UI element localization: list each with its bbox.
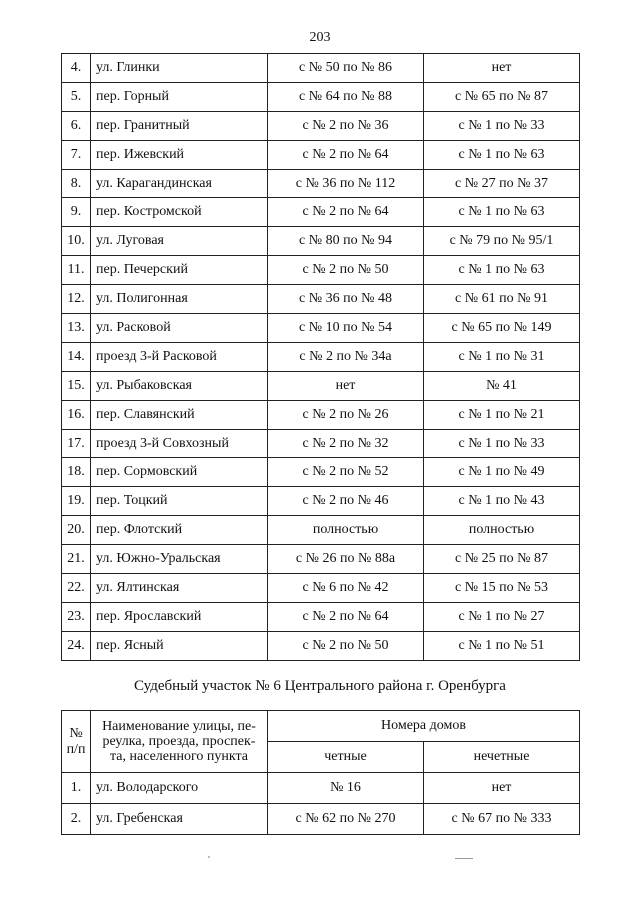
- court-district-6-streets-table: [61, 710, 580, 835]
- row-number: 21.: [62, 545, 91, 574]
- odd-house-numbers: № 41: [424, 371, 580, 400]
- even-house-numbers: с № 2 по № 34а: [268, 342, 424, 371]
- odd-house-numbers: нет: [424, 54, 580, 83]
- column-header-street-name: [91, 711, 268, 773]
- table-row: [62, 371, 580, 400]
- odd-house-numbers: с № 79 по № 95/1: [424, 227, 580, 256]
- street-name: пер. Гранитный: [91, 111, 268, 140]
- street-name: пер. Костромской: [91, 198, 268, 227]
- even-house-numbers: полностью: [268, 516, 424, 545]
- row-number: 12.: [62, 285, 91, 314]
- even-house-numbers: с № 2 по № 26: [268, 400, 424, 429]
- row-number: 22.: [62, 574, 91, 603]
- street-name: ул. Расковой: [91, 314, 268, 343]
- even-house-numbers: с № 2 по № 64: [268, 198, 424, 227]
- odd-house-numbers: с № 1 по № 31: [424, 342, 580, 371]
- even-house-numbers: с № 10 по № 54: [268, 314, 424, 343]
- row-number: 1.: [62, 773, 91, 804]
- odd-house-numbers: нет: [424, 773, 580, 804]
- header-num-line: №: [69, 725, 83, 741]
- row-number: 16.: [62, 400, 91, 429]
- court-district-streets-table: [61, 53, 580, 661]
- street-name: проезд 3-й Расковой: [91, 342, 268, 371]
- page-number: 203: [309, 30, 331, 45]
- header-name-line: Наименование улицы, пе-: [102, 719, 256, 734]
- odd-house-numbers: с № 1 по № 33: [424, 111, 580, 140]
- table-row: [62, 342, 580, 371]
- even-house-numbers: с № 2 по № 64: [268, 602, 424, 631]
- table-row: [62, 516, 580, 545]
- scan-mark: [455, 858, 473, 859]
- row-number: 14.: [62, 342, 91, 371]
- even-house-numbers: с № 2 по № 50: [268, 256, 424, 285]
- odd-house-numbers: с № 1 по № 21: [424, 400, 580, 429]
- row-number: 11.: [62, 256, 91, 285]
- header-name-line: реулка, проезда, проспек-: [102, 734, 256, 749]
- row-number: 7.: [62, 140, 91, 169]
- even-house-numbers: с № 36 по № 48: [268, 285, 424, 314]
- table-row: [62, 54, 580, 83]
- column-header-number: [62, 711, 91, 773]
- street-name: ул. Луговая: [91, 227, 268, 256]
- table-row: [62, 804, 580, 835]
- odd-house-numbers: с № 1 по № 49: [424, 458, 580, 487]
- odd-house-numbers: с № 65 по № 149: [424, 314, 580, 343]
- table-row: [62, 458, 580, 487]
- street-name: пер. Славянский: [91, 400, 268, 429]
- odd-house-numbers: с № 67 по № 333: [424, 804, 580, 835]
- odd-house-numbers: с № 1 по № 27: [424, 602, 580, 631]
- even-house-numbers: с № 2 по № 64: [268, 140, 424, 169]
- row-number: 9.: [62, 198, 91, 227]
- odd-house-numbers: с № 1 по № 51: [424, 631, 580, 660]
- odd-house-numbers: с № 1 по № 43: [424, 487, 580, 516]
- street-name: ул. Южно-Уральская: [91, 545, 268, 574]
- table-row: [62, 602, 580, 631]
- even-house-numbers: с № 80 по № 94: [268, 227, 424, 256]
- table-row: [62, 429, 580, 458]
- table-row: [62, 82, 580, 111]
- row-number: 19.: [62, 487, 91, 516]
- even-house-numbers: с № 62 по № 270: [268, 804, 424, 835]
- odd-house-numbers: с № 61 по № 91: [424, 285, 580, 314]
- street-name: пер. Ижевский: [91, 140, 268, 169]
- even-house-numbers: с № 2 по № 36: [268, 111, 424, 140]
- even-house-numbers: № 16: [268, 773, 424, 804]
- street-name: пер. Печерский: [91, 256, 268, 285]
- column-header-house-numbers: Номера домов: [268, 711, 580, 742]
- even-house-numbers: с № 2 по № 52: [268, 458, 424, 487]
- header-name-line: та, населенного пункта: [110, 749, 248, 764]
- table-row: [62, 227, 580, 256]
- even-house-numbers: с № 6 по № 42: [268, 574, 424, 603]
- table-row: [62, 400, 580, 429]
- row-number: 13.: [62, 314, 91, 343]
- even-house-numbers: с № 36 по № 112: [268, 169, 424, 198]
- odd-house-numbers: с № 1 по № 63: [424, 198, 580, 227]
- even-house-numbers: с № 2 по № 50: [268, 631, 424, 660]
- row-number: 15.: [62, 371, 91, 400]
- row-number: 2.: [62, 804, 91, 835]
- odd-house-numbers: с № 65 по № 87: [424, 82, 580, 111]
- odd-house-numbers: с № 27 по № 37: [424, 169, 580, 198]
- row-number: 23.: [62, 602, 91, 631]
- street-name: пер. Сормовский: [91, 458, 268, 487]
- street-name: пер. Ярославский: [91, 602, 268, 631]
- table-row: [62, 487, 580, 516]
- street-name: пер. Тоцкий: [91, 487, 268, 516]
- row-number: 17.: [62, 429, 91, 458]
- odd-house-numbers: с № 1 по № 63: [424, 256, 580, 285]
- street-name: ул. Гребенская: [91, 804, 268, 835]
- street-name: ул. Володарского: [91, 773, 268, 804]
- table-row: [62, 169, 580, 198]
- row-number: 10.: [62, 227, 91, 256]
- row-number: 8.: [62, 169, 91, 198]
- row-number: 4.: [62, 54, 91, 83]
- odd-house-numbers: с № 1 по № 63: [424, 140, 580, 169]
- even-house-numbers: с № 50 по № 86: [268, 54, 424, 83]
- table-row: [62, 545, 580, 574]
- table-row: [62, 140, 580, 169]
- table-row: [62, 574, 580, 603]
- table-row: [62, 256, 580, 285]
- street-name: пер. Флотский: [91, 516, 268, 545]
- odd-house-numbers: с № 15 по № 53: [424, 574, 580, 603]
- even-house-numbers: с № 26 по № 88а: [268, 545, 424, 574]
- street-name: ул. Глинки: [91, 54, 268, 83]
- section-heading: Судебный участок № 6 Центрального района г. Оренбурга: [134, 678, 506, 694]
- row-number: 5.: [62, 82, 91, 111]
- even-house-numbers: с № 2 по № 46: [268, 487, 424, 516]
- street-name: ул. Полигонная: [91, 285, 268, 314]
- table-row: [62, 285, 580, 314]
- header-num-line: п/п: [66, 741, 86, 757]
- odd-house-numbers: с № 25 по № 87: [424, 545, 580, 574]
- even-house-numbers: с № 64 по № 88: [268, 82, 424, 111]
- even-house-numbers: нет: [268, 371, 424, 400]
- row-number: 20.: [62, 516, 91, 545]
- table-row: [62, 198, 580, 227]
- street-name: ул. Карагандинская: [91, 169, 268, 198]
- table-row: [62, 631, 580, 660]
- row-number: 24.: [62, 631, 91, 660]
- street-name: пер. Ясный: [91, 631, 268, 660]
- table-row: [62, 111, 580, 140]
- street-name: ул. Ялтинская: [91, 574, 268, 603]
- column-header-even: четные: [268, 742, 424, 773]
- street-name: пер. Горный: [91, 82, 268, 111]
- table-header-row: [62, 711, 580, 742]
- row-number: 6.: [62, 111, 91, 140]
- table-row: [62, 314, 580, 343]
- street-name: проезд 3-й Совхозный: [91, 429, 268, 458]
- column-header-odd: нечетные: [424, 742, 580, 773]
- table-row: [62, 773, 580, 804]
- row-number: 18.: [62, 458, 91, 487]
- scan-speck: [208, 856, 210, 858]
- even-house-numbers: с № 2 по № 32: [268, 429, 424, 458]
- odd-house-numbers: с № 1 по № 33: [424, 429, 580, 458]
- street-name: ул. Рыбаковская: [91, 371, 268, 400]
- odd-house-numbers: полностью: [424, 516, 580, 545]
